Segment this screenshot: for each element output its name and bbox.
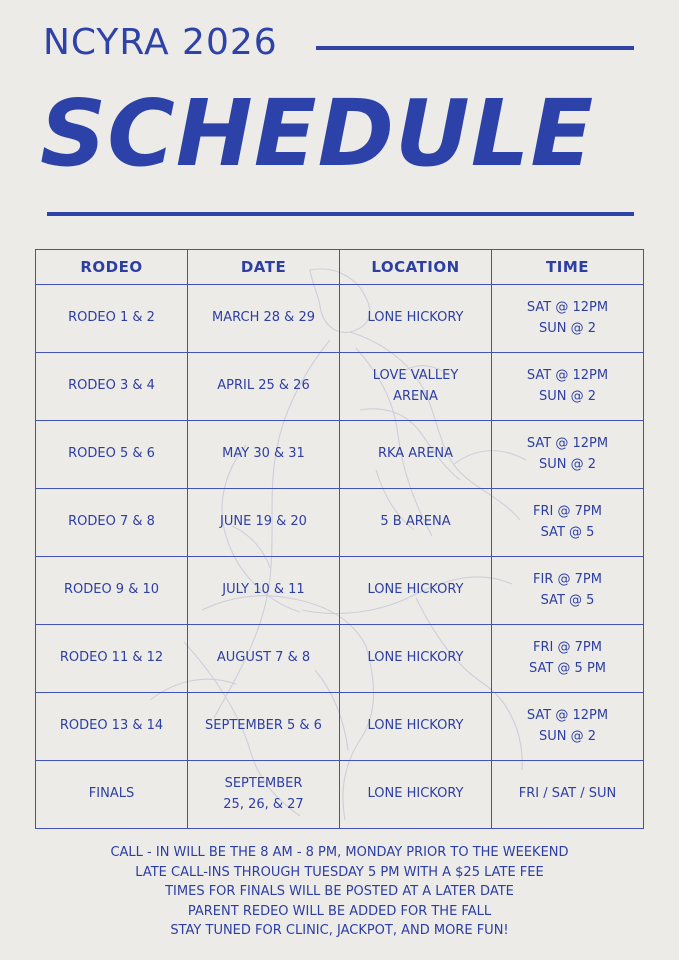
time-cell [492, 421, 644, 489]
time-line: FIR @ 7PM [533, 572, 602, 588]
location-cell [340, 761, 492, 829]
location-cell [340, 557, 492, 625]
date-line: JUNE 19 & 20 [220, 514, 307, 530]
time-line: SAT @ 5 PM [528, 660, 607, 676]
time-cell [492, 489, 644, 557]
page-eyebrow-title: NCYRA 2026 [43, 22, 278, 63]
date-line: SEPTEMBER 5 & 6 [205, 718, 322, 734]
location-cell [340, 421, 492, 489]
table-row [36, 285, 644, 353]
rodeo-cell: RODEO 3 & 4 [36, 353, 188, 421]
rodeo-cell: FINALS [36, 761, 188, 829]
location-cell [340, 285, 492, 353]
location-line: LONE HICKORY [367, 718, 464, 734]
time-cell [492, 353, 644, 421]
time-cell [492, 693, 644, 761]
date-cell [188, 489, 340, 557]
date-cell [188, 421, 340, 489]
page-title: SCHEDULE [40, 80, 595, 187]
rodeo-cell: RODEO 9 & 10 [36, 557, 188, 625]
rodeo-cell: RODEO 1 & 2 [36, 285, 188, 353]
time-line: SAT @ 12PM [526, 368, 609, 384]
rodeo-cell: RODEO 7 & 8 [36, 489, 188, 557]
location-line: RKA ARENA [377, 446, 454, 462]
time-line: SAT @ 5 [540, 524, 595, 540]
table-row [36, 421, 644, 489]
location-cell [340, 489, 492, 557]
location-line: ARENA [393, 388, 438, 404]
schedule-table [35, 249, 644, 829]
time-line: SUN @ 2 [538, 320, 597, 336]
table-row [36, 353, 644, 421]
table-row [36, 761, 644, 829]
location-line: LONE HICKORY [367, 650, 464, 666]
column-header-location: LOCATION [340, 250, 492, 285]
date-line: MAY 30 & 31 [222, 446, 305, 462]
date-line: SEPTEMBER [224, 776, 303, 792]
time-cell [492, 761, 644, 829]
table-header-row [36, 250, 644, 285]
schedule-notes [0, 843, 679, 941]
note-line: TIMES FOR FINALS WILL BE POSTED AT A LATER DATE [165, 884, 514, 900]
date-cell [188, 761, 340, 829]
date-cell [188, 285, 340, 353]
note-line: LATE CALL-INS THROUGH TUESDAY 5 PM WITH A $25 LATE FEE [135, 864, 544, 880]
column-header-date: DATE [188, 250, 340, 285]
location-line: LONE HICKORY [367, 310, 464, 326]
table-row [36, 489, 644, 557]
time-line: FRI @ 7PM [533, 504, 602, 520]
time-line: SAT @ 12PM [526, 436, 609, 452]
date-cell [188, 625, 340, 693]
time-line: FRI @ 7PM [533, 640, 602, 656]
title-divider [47, 212, 634, 216]
date-line: AUGUST 7 & 8 [216, 650, 311, 666]
location-line: 5 B ARENA [380, 514, 451, 530]
time-cell [492, 557, 644, 625]
location-line: LONE HICKORY [367, 582, 464, 598]
location-line: LOVE VALLEY [372, 368, 459, 384]
date-cell [188, 353, 340, 421]
note-line: STAY TUNED FOR CLINIC, JACKPOT, AND MORE FUN! [170, 923, 509, 939]
top-divider [316, 46, 634, 50]
table-row [36, 557, 644, 625]
location-line: LONE HICKORY [367, 786, 464, 802]
location-cell [340, 353, 492, 421]
rodeo-cell: RODEO 11 & 12 [36, 625, 188, 693]
date-cell [188, 693, 340, 761]
rodeo-cell: RODEO 13 & 14 [36, 693, 188, 761]
date-line: APRIL 25 & 26 [217, 378, 310, 394]
time-line: SUN @ 2 [538, 728, 597, 744]
column-header-rodeo: RODEO [36, 250, 188, 285]
rodeo-cell: RODEO 5 & 6 [36, 421, 188, 489]
time-cell [492, 625, 644, 693]
date-line: 25, 26, & 27 [223, 796, 304, 812]
time-cell [492, 285, 644, 353]
table-row [36, 693, 644, 761]
location-cell [340, 625, 492, 693]
column-header-time: TIME [492, 250, 644, 285]
note-line: CALL - IN WILL BE THE 8 AM - 8 PM, MONDAY PRIOR TO THE WEEKEND [110, 845, 569, 860]
time-line: SUN @ 2 [538, 388, 597, 404]
time-line: SAT @ 5 [540, 592, 595, 608]
table-row [36, 625, 644, 693]
date-line: MARCH 28 & 29 [212, 310, 315, 326]
time-line: FRI / SAT / SUN [518, 786, 617, 802]
time-line: SAT @ 12PM [526, 300, 609, 316]
time-line: SUN @ 2 [538, 456, 597, 472]
location-cell [340, 693, 492, 761]
note-line: PARENT REDEO WILL BE ADDED FOR THE FALL [187, 903, 492, 919]
date-line: JULY 10 & 11 [222, 582, 305, 598]
time-line: SAT @ 12PM [526, 708, 609, 724]
date-cell [188, 557, 340, 625]
